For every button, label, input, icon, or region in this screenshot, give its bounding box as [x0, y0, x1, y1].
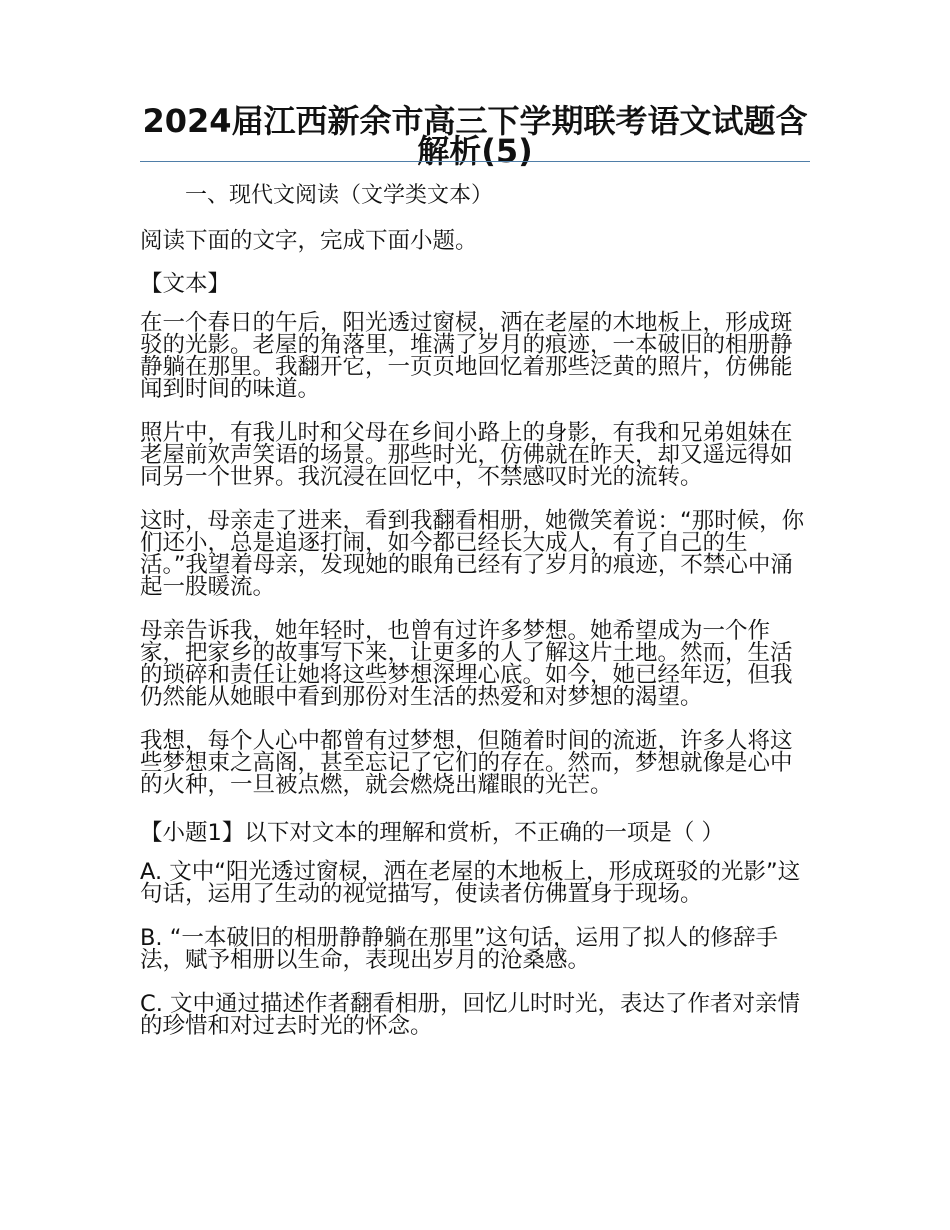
passage-paragraph: 我想，每个人心中都曾有过梦想，但随着时间的流逝，许多人将这些梦想束之高阁，甚至忘记了它们的存在。然而，梦想就像是心中的火种，一旦被点燃，就会燃烧出耀眼的光芒。 — [140, 728, 793, 798]
passage-paragraph: 这时，母亲走了进来，看到我翻看相册，她微笑着说：“那时候，你们还小，总是追逐打闹，如今都已经长大成人，有了自己的生活。”我望着母亲，发现她的眼角已经有了岁月的痕迹，不禁心中涌起一股暖流。 — [140, 508, 805, 600]
answer-option-c: C. 文中通过描述作者翻看相册，回忆儿时时光，表达了作者对亲情的珍惜和对过去时光的怀念。 — [140, 991, 801, 1039]
document-body — [140, 226, 810, 1059]
instruction-text: 阅读下面的文字，完成下面小题。 — [140, 228, 478, 254]
passage-paragraph: 照片中，有我儿时和父母在乡间小路上的身影，有我和兄弟姐妹在老屋前欢声笑语的场景。那些时光，仿佛就在昨天，却又遥远得如同另一个世界。我沉浸在回忆中，不禁感叹时光的流转。 — [140, 420, 793, 490]
question-stem: 【小题1】以下对文本的理解和赏析，不正确的一项是（ ） — [140, 820, 724, 846]
document-title: 2024届江西新余市高三下学期联考语文试题含解析(5) — [142, 102, 808, 170]
passage-paragraph: 母亲告诉我，她年轻时，也曾有过许多梦想。她希望成为一个作家，把家乡的故事写下来，让更多的人了解这片土地。然而，生活的琐碎和责任让她将这些梦想深埋心底。如今，她已经年迈，但我仍然能从她眼中看到那份对生活的热爱和对梦想的渴望。 — [140, 618, 793, 710]
section-heading: 一、现代文阅读（文学类文本） — [185, 183, 494, 208]
text-label: 【文本】 — [140, 271, 231, 297]
answer-option-b: B. “一本破旧的相册静静躺在那里”这句话，运用了拟人的修辞手法，赋予相册以生命，表现出岁月的沧桑感。 — [140, 925, 779, 973]
answer-option-a: A. 文中“阳光透过窗棂，洒在老屋的木地板上，形成斑驳的光影”这句话，运用了生动的视觉描写，使读者仿佛置身于现场。 — [140, 859, 801, 907]
title-underline — [140, 161, 810, 162]
passage-paragraph: 在一个春日的午后，阳光透过窗棂，洒在老屋的木地板上，形成斑驳的光影。老屋的角落里，堆满了岁月的痕迹，一本破旧的相册静静躺在那里。我翻开它，一页页地回忆着那些泛黄的照片，仿佛能闻到时间的味道。 — [140, 310, 793, 402]
